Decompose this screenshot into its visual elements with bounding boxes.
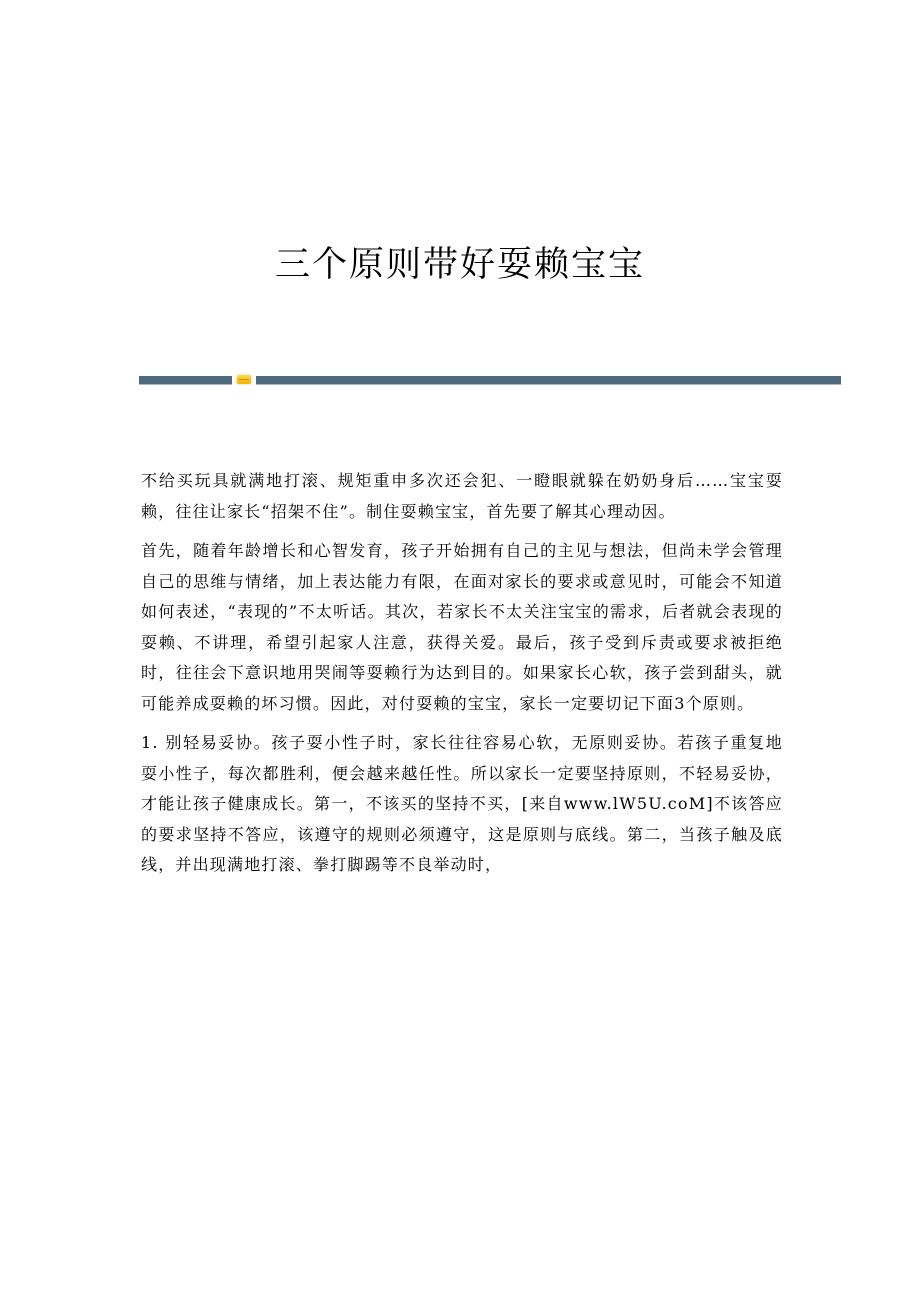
paragraph-principle-1: 1. 别轻易妥协。孩子耍小性子时，家长往往容易心软，无原则妥协。若孩子重复地耍小性子，每次都胜利，便会越来越任性。所以家长一定要坚持原则，不轻易妥协，才能让孩子健康成长。第一，不该买的坚持不买，[来自www.lW5U.coM]不该答应的要求坚持不答应，该遵守的规则必须遵守，这是原则与底线。第二，当孩子触及底线，并出现满地打滚、拳打脚踢等不良举动时， [141, 733, 783, 874]
gold-bar-ornament-icon [237, 375, 251, 384]
paragraph-intro: 不给买玩具就满地打滚、规矩重申多次还会犯、一瞪眼就躲在奶奶身后……宝宝耍赖，往往让家长“招架不住”。制住耍赖宝宝，首先要了解其心理动因。 [141, 471, 783, 521]
document-title: 三个原则带好耍赖宝宝 [274, 245, 645, 286]
paragraph-causes: 首先，随着年龄增长和心智发育，孩子开始拥有自己的主见与想法，但尚未学会管理自己的思维与情绪，加上表达能力有限，在面对家长的要求或意见时，可能会不知道如何表述，“表现的”不太听话。其次，若家长不太关注宝宝的需求，后者就会表现的耍赖、不讲理，希望引起家人注意，获得关爱。最后，孩子受到斥责或要求被拒绝时，往往会下意识地用哭闹等耍赖行为达到目的。如果家长心软，孩子尝到甜头，就可能养成耍赖的坏习惯。因此，对付耍赖的宝宝，家长一定要切记下面3个原则。 [141, 541, 783, 713]
divider-line-left [139, 376, 232, 384]
title-divider [139, 375, 841, 385]
document-body [141, 466, 783, 890]
divider-line-right [256, 376, 841, 384]
